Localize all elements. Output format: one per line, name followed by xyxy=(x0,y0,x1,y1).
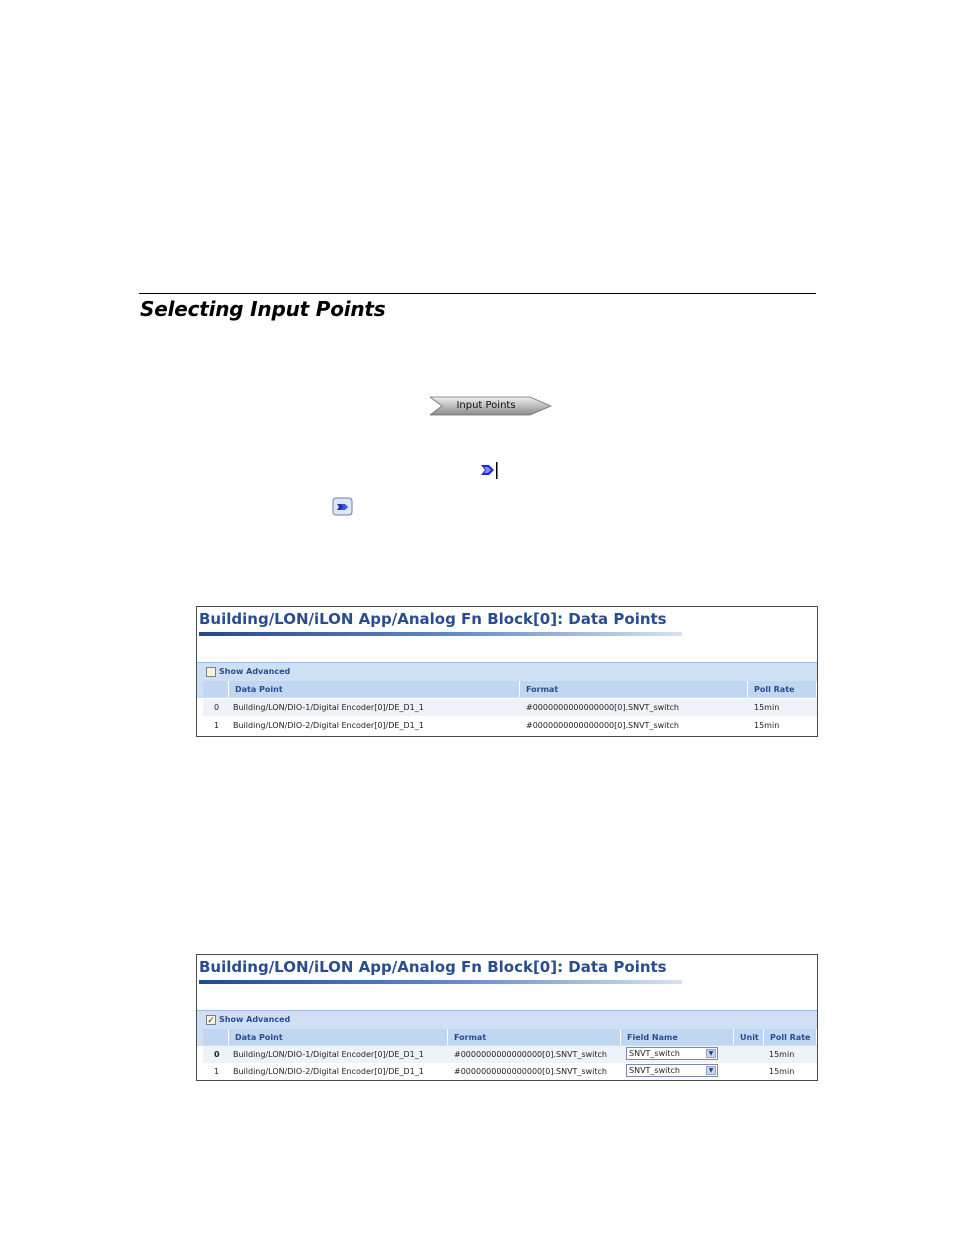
blue-arrow-icon[interactable] xyxy=(480,462,500,479)
field-name-select[interactable] xyxy=(626,1047,718,1060)
table-row[interactable] xyxy=(203,717,817,734)
header-index xyxy=(203,681,229,697)
show-advanced-bar xyxy=(197,662,817,681)
row-poll-rate: 15min xyxy=(769,1050,795,1059)
title-underline xyxy=(199,980,682,984)
input-points-button[interactable] xyxy=(430,396,552,417)
row-index: 0 xyxy=(214,1050,220,1059)
title-underline xyxy=(199,632,682,636)
panel-title: Building/LON/iLON App/Analog Fn Block[0]: Data Points xyxy=(199,958,667,976)
row-data-point: Building/LON/DIO-2/Digital Encoder[0]/DE_D1_1 xyxy=(233,721,424,730)
panel-title: Building/LON/iLON App/Analog Fn Block[0]: Data Points xyxy=(199,610,667,628)
header-index xyxy=(203,1029,229,1045)
table-header xyxy=(197,1028,817,1046)
row-format: #0000000000000000[0].SNVT_switch xyxy=(454,1050,607,1059)
chevron-down-icon[interactable]: ▼ xyxy=(706,1066,716,1075)
table-row[interactable] xyxy=(203,699,817,716)
table-row[interactable] xyxy=(203,1046,817,1063)
row-poll-rate: 15min xyxy=(769,1067,795,1076)
table-header xyxy=(197,680,817,698)
header-format[interactable]: Format xyxy=(448,1029,621,1045)
header-poll-rate[interactable]: Poll Rate xyxy=(764,1029,817,1045)
row-data-point: Building/LON/DIO-1/Digital Encoder[0]/DE_D1_1 xyxy=(233,1050,424,1059)
row-format: #0000000000000000[0].SNVT_switch xyxy=(526,703,679,712)
header-data-point[interactable]: Data Point xyxy=(229,1029,448,1045)
data-points-panel-advanced xyxy=(196,954,818,1081)
field-name-select[interactable] xyxy=(626,1064,718,1077)
data-points-panel-basic xyxy=(196,606,818,737)
row-index: 0 xyxy=(214,703,220,712)
header-field-name[interactable]: Field Name xyxy=(621,1029,734,1045)
show-advanced-bar xyxy=(197,1010,817,1029)
row-poll-rate: 15min xyxy=(754,721,780,730)
row-index: 1 xyxy=(214,1067,220,1076)
field-name-value: SNVT_switch xyxy=(629,1049,680,1058)
row-data-point: Building/LON/DIO-2/Digital Encoder[0]/DE_D1_1 xyxy=(233,1067,424,1076)
add-point-button-icon[interactable] xyxy=(332,497,354,516)
show-advanced-label: Show Advanced xyxy=(219,667,291,676)
header-unit[interactable]: Unit xyxy=(734,1029,764,1045)
show-advanced-label: Show Advanced xyxy=(219,1015,291,1024)
section-heading: Selecting Input Points xyxy=(140,297,386,321)
row-poll-rate: 15min xyxy=(754,703,780,712)
table-row[interactable] xyxy=(203,1063,817,1080)
row-data-point: Building/LON/DIO-1/Digital Encoder[0]/DE_D1_1 xyxy=(233,703,424,712)
input-points-button-label: Input Points xyxy=(456,400,516,411)
header-poll-rate[interactable]: Poll Rate xyxy=(748,681,817,697)
row-format: #0000000000000000[0].SNVT_switch xyxy=(454,1067,607,1076)
header-format[interactable]: Format xyxy=(520,681,748,697)
show-advanced-checkbox[interactable] xyxy=(206,667,216,677)
row-index: 1 xyxy=(214,721,220,730)
row-format: #0000000000000000[0].SNVT_switch xyxy=(526,721,679,730)
show-advanced-checkbox[interactable]: ✓ xyxy=(207,1015,215,1025)
chevron-down-icon[interactable]: ▼ xyxy=(706,1049,716,1058)
field-name-value: SNVT_switch xyxy=(629,1066,680,1075)
header-data-point[interactable]: Data Point xyxy=(229,681,520,697)
section-rule xyxy=(139,293,816,294)
